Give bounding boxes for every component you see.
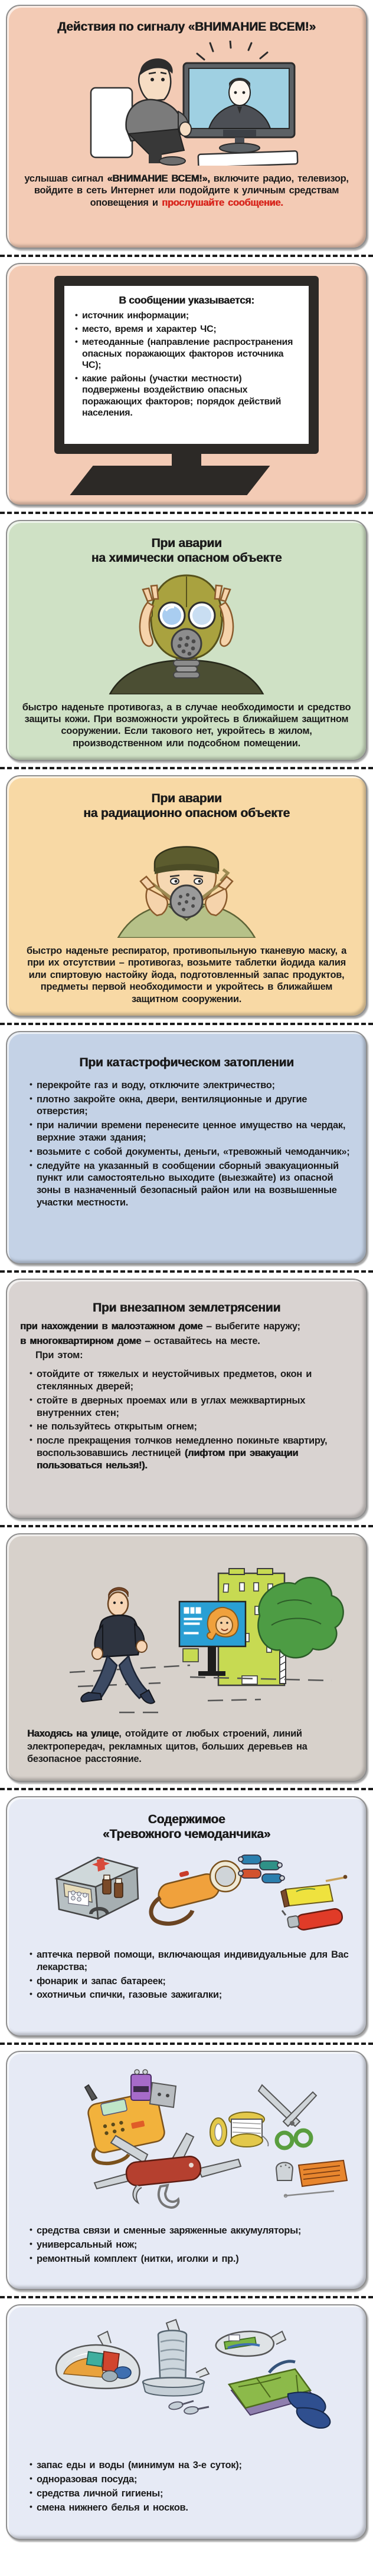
water-supply-icon	[143, 2320, 209, 2415]
panel-signal-actions	[6, 5, 367, 249]
panel-title: При катастрофическом затоплении	[79, 1056, 294, 1070]
title-line: При аварии	[151, 792, 222, 806]
thimble-icon	[276, 2163, 293, 2181]
body-run: оставайтесь на месте.	[150, 1335, 260, 1346]
clothes-icon	[229, 2361, 330, 2428]
dashed-separator	[0, 1270, 373, 1273]
dashed-separator	[0, 1788, 373, 1790]
earthquake-bullet-list	[20, 1366, 353, 1473]
list-item: • источник информации;	[75, 310, 302, 322]
dashed-separator	[0, 1023, 373, 1025]
dashed-separator	[0, 2296, 373, 2298]
list-item: • отойдите от тяжелых и неустойчивых предметов, окон и стеклянных дверей;	[30, 1368, 353, 1393]
first-aid-kit-icon	[57, 1857, 138, 1919]
hygiene-bag-icon	[216, 2331, 286, 2356]
list-item: • универсальный нож;	[30, 2239, 353, 2251]
lighter-icon	[282, 1908, 343, 1931]
dashed-separator	[0, 2043, 373, 2045]
panel-title	[91, 536, 282, 566]
message-bullet-list	[71, 310, 302, 419]
list-item: • возьмите с собой документы, деньги, «тревожный чемоданчик»;	[30, 1146, 353, 1158]
list-item: • фонарик и запас батареек;	[30, 1975, 353, 1988]
gas-mask-illustration	[86, 572, 287, 694]
title-line: Содержимое	[148, 1813, 225, 1827]
list-item: • стойте в дверных проемах или в углах межквартирных внутренних стен;	[30, 1395, 353, 1419]
body-run-bold: «ВНИМАНИЕ ВСЕМ!»,	[107, 173, 210, 184]
emergency-kit-illustration	[21, 1848, 352, 1941]
list-item	[30, 1435, 353, 1471]
panel-street	[6, 1533, 367, 1782]
list-item: • запас еды и воды (минимум на 3-е суток);	[30, 2459, 353, 2472]
tv-screen	[64, 286, 309, 444]
panel-body	[18, 173, 355, 209]
list-item: • перекройте газ и воду, отключите электричество;	[30, 1079, 353, 1092]
body-run: услышав сигнал	[24, 173, 107, 184]
panel-radiation-accident	[6, 775, 367, 1017]
dashed-separator	[0, 767, 373, 769]
list-item: • метеоданные (направление распространения опасных поражающих факторов источника ЧС);	[75, 337, 302, 371]
list-item: • какие районы (участки местности) подвержены воздействию опасных поражающих факторов; порядок действий населения.	[75, 373, 302, 419]
panel-kit-contents-1	[6, 1796, 367, 2037]
kit1-bullet-list	[20, 1947, 353, 2003]
body-run: после прекращения толчков немедленно покиньте квартиру, воспользовавшись лестницей	[37, 1435, 328, 1458]
panel-body: быстро наденьте респиратор, противопыльную тканевую маску, а при их отсутствии – противогаз, возьмите таблетки йодида калия или спиртовую настойку йода, подготовленный запас продуктов, предметы первой необходимости и укройтесь в ближайшем защитном сооружении.	[27, 945, 346, 1004]
scissors-icon	[259, 2085, 316, 2148]
earthquake-line-lowrise	[20, 1320, 353, 1333]
list-item: • охотничьи спички, газовые зажигалки;	[30, 1989, 353, 2001]
title-line: «Тревожного чемоданчика»	[102, 1827, 271, 1842]
list-item: • ремонтный комплект (нитки, иголки и пр.)	[30, 2253, 353, 2265]
kit3-bullet-list	[20, 2458, 353, 2515]
panel-kit-contents-2	[6, 2051, 367, 2290]
flashlight-icon	[151, 1861, 241, 1923]
earthquake-line-intro: При этом:	[35, 1350, 83, 1361]
panel-flood	[6, 1031, 367, 1264]
respirator-illustration	[86, 827, 287, 938]
body-run-bold: (лифтом при эвакуации пользоваться нельзя!).	[37, 1447, 299, 1471]
man-watching-tv-illustration	[63, 41, 310, 166]
body-run-bold: при нахождении в малоэтажном доме –	[20, 1320, 212, 1332]
panel-kit-contents-3	[6, 2304, 367, 2540]
dashed-separator	[0, 512, 373, 514]
panel-body	[27, 1728, 346, 1765]
title-line: на химически опасном объекте	[91, 551, 282, 565]
list-item: • не пользуйтесь открытым огнем;	[30, 1421, 353, 1433]
batteries-icon	[238, 1855, 284, 1883]
matchbox-icon	[281, 1875, 347, 1907]
needles-icon	[284, 2160, 348, 2198]
dashed-separator	[0, 1525, 373, 1527]
body-run: выбегите наружу;	[211, 1320, 300, 1332]
body-run-bold: Находясь на улице	[27, 1728, 119, 1740]
list-item: • плотно закройте окна, двери, вентиляционные и другие отверстия;	[30, 1093, 353, 1118]
tv-frame	[54, 276, 319, 454]
flood-bullet-list	[20, 1078, 353, 1211]
alert-rays-icon	[197, 41, 267, 60]
tv-screen-title: В сообщении указывается:	[119, 294, 254, 306]
panel-title: Действия по сигналу «ВНИМАНИЕ ВСЕМ!»	[57, 20, 316, 34]
body-run-bold: в многоквартирном доме –	[20, 1335, 150, 1346]
list-item: • средства связи и сменные заряженные аккумуляторы;	[30, 2225, 353, 2237]
list-item: • при наличии времени перенесите ценное имущество на чердак, верхние этажи здания;	[30, 1119, 353, 1144]
panel-title	[83, 792, 290, 821]
dashed-separator	[0, 255, 373, 257]
panel-chemical-accident	[6, 520, 367, 761]
panel-body: быстро наденьте противогаз, а в случае необходимости и средство защиты кожи. При возможности укройтесь в ближайшем защитном сооружении. Если такового нет, укройтесь в жилом, производственном или подсобном помещении.	[22, 701, 351, 749]
list-item: • аптечка первой помощи, включающая индивидуальные для Вас лекарства;	[30, 1949, 353, 1974]
list-item: • средства личной гигиены;	[30, 2488, 353, 2500]
tools-kit-illustration	[21, 2065, 352, 2217]
panel-title: При внезапном землетрясении	[92, 1301, 281, 1315]
panel-earthquake	[6, 1279, 367, 1519]
list-item: • следуйте на указанный в сообщении сборный эвакуационный пункт или самостоятельно выходите (выезжайте) из опасной зоны в назначенный безопасный район или на возвышенные участки местности.	[30, 1160, 353, 1209]
food-bag-icon	[56, 2331, 139, 2389]
body-run: , отойдите от любых строений, линий электропередач, рекламных щитов, больших деревьев на безопасное расстояние.	[27, 1728, 307, 1765]
tv-stand-neck	[172, 454, 201, 466]
list-item: • одноразовая посуда;	[30, 2473, 353, 2486]
title-line: При аварии	[151, 536, 222, 550]
kit2-bullet-list	[20, 2223, 353, 2267]
earthquake-line-apartment	[20, 1335, 353, 1348]
sewing-kit-icon	[210, 2112, 269, 2147]
panel-message-contents	[6, 263, 367, 506]
sitting-man-icon	[126, 58, 191, 165]
street-scene-illustration	[13, 1545, 367, 1722]
tv-icon	[184, 63, 295, 153]
body-run-red: прослушайте сообщение.	[162, 197, 283, 208]
supplies-illustration	[21, 2318, 352, 2452]
panel-title	[20, 1813, 353, 1842]
title-line: на радиационно опасном объекте	[83, 806, 290, 821]
list-item: • место, время и характер ЧС;	[75, 324, 302, 335]
tv-stand-base	[70, 466, 270, 495]
list-item: • смена нижнего белья и носков.	[30, 2502, 353, 2514]
body-run: включите радио, телевизор, войдите в сеть Интернет или подойдите к уличным средствам оповещения и	[34, 173, 349, 208]
